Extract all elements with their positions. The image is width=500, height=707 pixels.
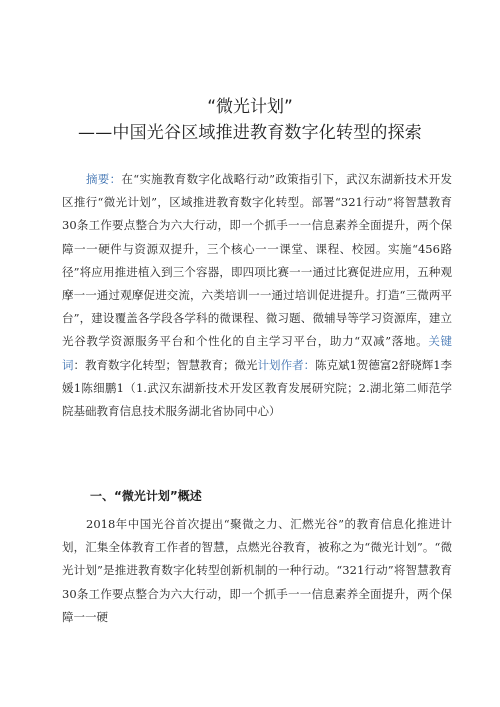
plan-text: 计划 [257,357,281,372]
abstract-text: 在“实施教育数字化战略行动”政策指引下，武汉东湖新技术开发区推行“微光计划”，区域推进教育数字化转型。部署“321行动”将智慧教育30条工作要点整合为六大行动，即一个抓手一一信息素养全面提升，两个保障一一硬件与资源双提升，三个核心一一课堂、课程、校园。实施“456路径”将应用推进植入到三个容器，即四项比赛一一通过比赛促进应用，五种观摩一一通过观摩促进交流，六类培训一一通过培训促进提升。打造“三微两平台”，建设覆盖各学段各学科的微课程、微习题、微辅导等学习资源库，建立光谷教学资源服务平台和个性化的自主学习平台，助力“双减”落地。 [62,172,453,349]
keywords-text: ：教育数字化转型；智慧教育；微光 [73,357,258,372]
body-paragraph: 2018年中国光谷首次提出“聚微之力、汇燃光谷”的教育信息化推进计划，汇集全体教育工作者的智慧，点燃光谷教育，被称之为“微光计划”。“微光计划”是推进教育数字化转型创新机制的一种行动。“321行动”将智慧教育30条工作要点整合为六大行动，即一个抓手一一信息素养全面提升，两个保障一一硬 [62,517,452,624]
abstract-paragraph [62,168,452,423]
keywords-label: 关键词 [62,334,452,372]
abstract-label: 摘要： [86,172,122,186]
section-heading: 一、“微光计划”概述 [90,489,202,503]
document-title-subtitle: ——中国光谷区域推进教育数字化转型的探索 [78,123,422,143]
authors-text: 陈克斌1贺德富2舒晓辉1李媛1陈细鹏1（1.武汉东湖新技术开发区教育发展研究院；2.湖北第二师范学院基础教育信息技术服务湖北省协同中心） [62,357,453,419]
document-title-main: “微光计划” [207,97,293,117]
author-label: 作者： [280,357,316,372]
